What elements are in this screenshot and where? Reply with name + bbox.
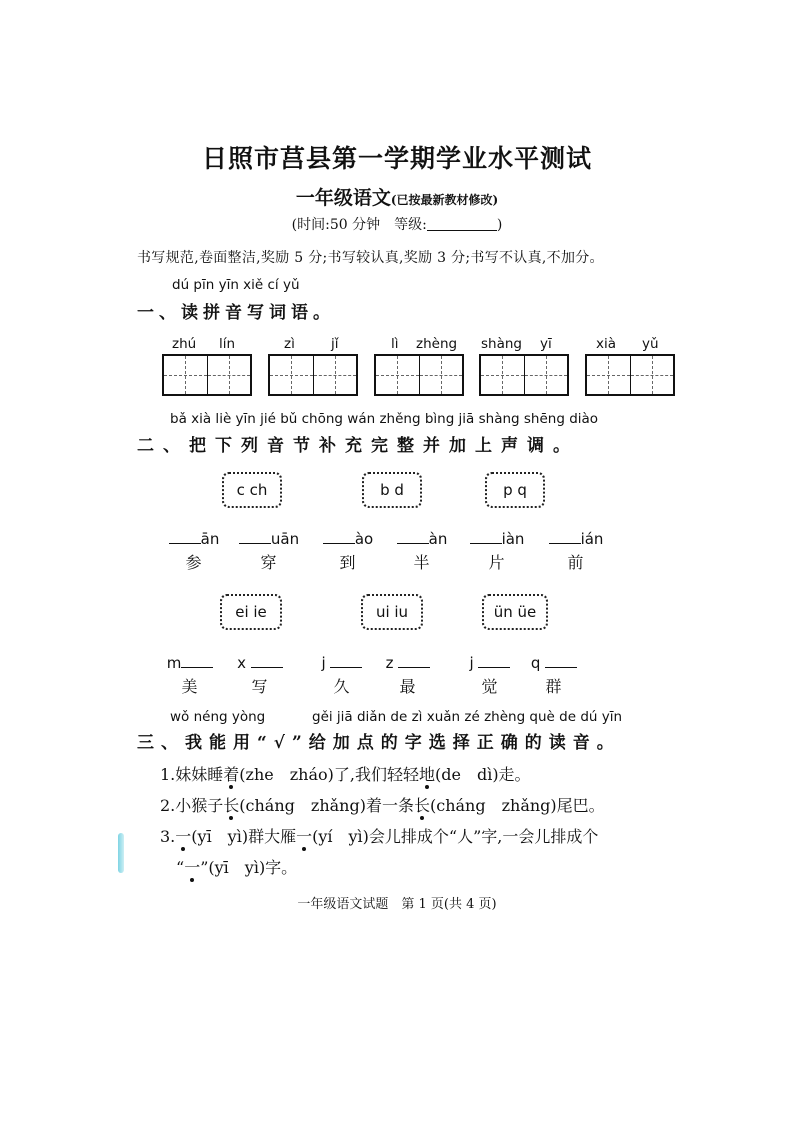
word1-pinyin1: zhú — [172, 336, 197, 352]
question-3-continued: “一”(yī yì)字。 — [176, 858, 298, 877]
question-2: 2.小猴子长(cháng zhǎng)着一条长(cháng zhǎng)尾巴。 — [160, 796, 605, 815]
section3-heading: 三、我能用“√”给加点的字选择正确的读音。 — [137, 733, 621, 753]
time-grade-line — [0, 214, 794, 234]
q1-choice-2[interactable]: (de dì)走。 — [435, 765, 531, 784]
scan-margin-mark — [118, 833, 124, 873]
q1-dotted-char-2: 地 — [418, 765, 435, 784]
question-3: 3.一(yī yì)群大雁一(yí yì)会儿排成个“人”字,一会儿排成个 — [160, 827, 599, 846]
word3-writing-grid[interactable] — [374, 354, 464, 396]
q3-choice-2[interactable]: (yí yì)会儿排成个“人”字,一会儿排成个 — [312, 827, 599, 846]
word3-pinyin2: zhèng — [416, 336, 458, 352]
q2-dotted-char-1: 长 — [223, 796, 240, 815]
fill-item-jue[interactable]: j 觉 — [462, 654, 518, 697]
edition-note: (已按最新教材修改) — [390, 193, 499, 207]
fill-item-dao[interactable]: ào 到 — [318, 530, 378, 573]
time-label: (时间:50 分钟 等级: — [291, 217, 427, 233]
q3-dotted-char-2: 一 — [296, 827, 313, 846]
fill-item-qian[interactable]: ián 前 — [544, 530, 608, 573]
initials-option-box-2: b d — [362, 472, 422, 508]
q2-dotted-char-2: 长 — [413, 796, 430, 815]
word4-pinyin1: shàng — [481, 336, 522, 352]
page-footer: 一年级语文试题 第 1 页(共 4 页) — [297, 897, 497, 912]
section2-pinyin: bǎ xià liè yīn jié bǔ chōng wán zhěng bìng jiā shàng shēng diào — [170, 411, 599, 427]
fill-item-ban[interactable]: àn 半 — [392, 530, 452, 573]
question-1: 1.妹妹睡着(zhe zháo)了,我们轻轻地(de dì)走。 — [160, 765, 531, 784]
q3-choice-1[interactable]: (yī yì)群大雁 — [191, 827, 297, 846]
section1-pinyin: dú pīn yīn xiě cí yǔ — [172, 277, 300, 293]
time-suffix: ) — [496, 217, 503, 233]
grade-blank[interactable] — [427, 216, 497, 231]
fill-item-xie[interactable]: x 写 — [232, 654, 288, 697]
exam-subtitle — [0, 183, 794, 210]
section3-pinyin-b: gěi jiā diǎn de zì xuǎn zé zhèng què de dú yīn — [312, 709, 623, 725]
fill-item-can[interactable]: ān 参 — [164, 530, 224, 573]
q2-choice-1[interactable]: (cháng zhǎng)着一条 — [239, 796, 414, 815]
writing-notice: 书写规范,卷面整洁,奖励 5 分;书写较认真,奖励 3 分;书写不认真,不加分。 — [137, 250, 604, 266]
word2-pinyin2: jǐ — [331, 336, 339, 352]
initials-option-box-1: c ch — [222, 472, 282, 508]
word5-pinyin1: xià — [596, 336, 617, 352]
fill-item-pian[interactable]: iàn 片 — [465, 530, 529, 573]
q1-dotted-char-1: 着 — [223, 765, 240, 784]
fill-item-qun[interactable]: q 群 — [526, 654, 582, 697]
word3-pinyin1: lì — [391, 336, 399, 352]
word1-writing-grid[interactable] — [162, 354, 252, 396]
word5-writing-grid[interactable] — [585, 354, 675, 396]
finals-option-box-2: ui iu — [361, 594, 423, 630]
finals-option-box-3: ün üe — [482, 594, 548, 630]
word1-pinyin2: lín — [219, 336, 236, 352]
word2-pinyin1: zì — [284, 336, 295, 352]
section2-heading: 二、把下列音节补充完整并加上声调。 — [137, 436, 579, 456]
section1-heading: 一、读拼音写词语。 — [137, 303, 335, 323]
q3-dotted-char-3: 一 — [184, 858, 201, 877]
word4-pinyin2: yī — [540, 336, 552, 352]
fill-item-jiu[interactable]: j 久 — [314, 654, 370, 697]
fill-item-zui[interactable]: z 最 — [380, 654, 436, 697]
q1-choice-1[interactable]: (zhe zháo)了,我们轻轻 — [239, 765, 419, 784]
q3-choice-3[interactable]: ”(yī yì)字。 — [200, 858, 298, 877]
exam-title: 日照市莒县第一学期学业水平测试 — [201, 144, 592, 173]
initials-option-box-3: p q — [485, 472, 545, 508]
word2-writing-grid[interactable] — [268, 354, 358, 396]
section3-pinyin-a: wǒ néng yòng — [170, 709, 266, 725]
fill-item-chuan[interactable]: uān 穿 — [236, 530, 302, 573]
q2-choice-2[interactable]: (cháng zhǎng)尾巴。 — [429, 796, 605, 815]
finals-option-box-1: ei ie — [220, 594, 282, 630]
word5-pinyin2: yǔ — [642, 336, 659, 352]
subject-label: 一年级语文 — [295, 187, 391, 209]
word4-writing-grid[interactable] — [479, 354, 569, 396]
q3-dotted-char-1: 一 — [175, 827, 192, 846]
fill-item-mei[interactable]: m 美 — [162, 654, 218, 697]
